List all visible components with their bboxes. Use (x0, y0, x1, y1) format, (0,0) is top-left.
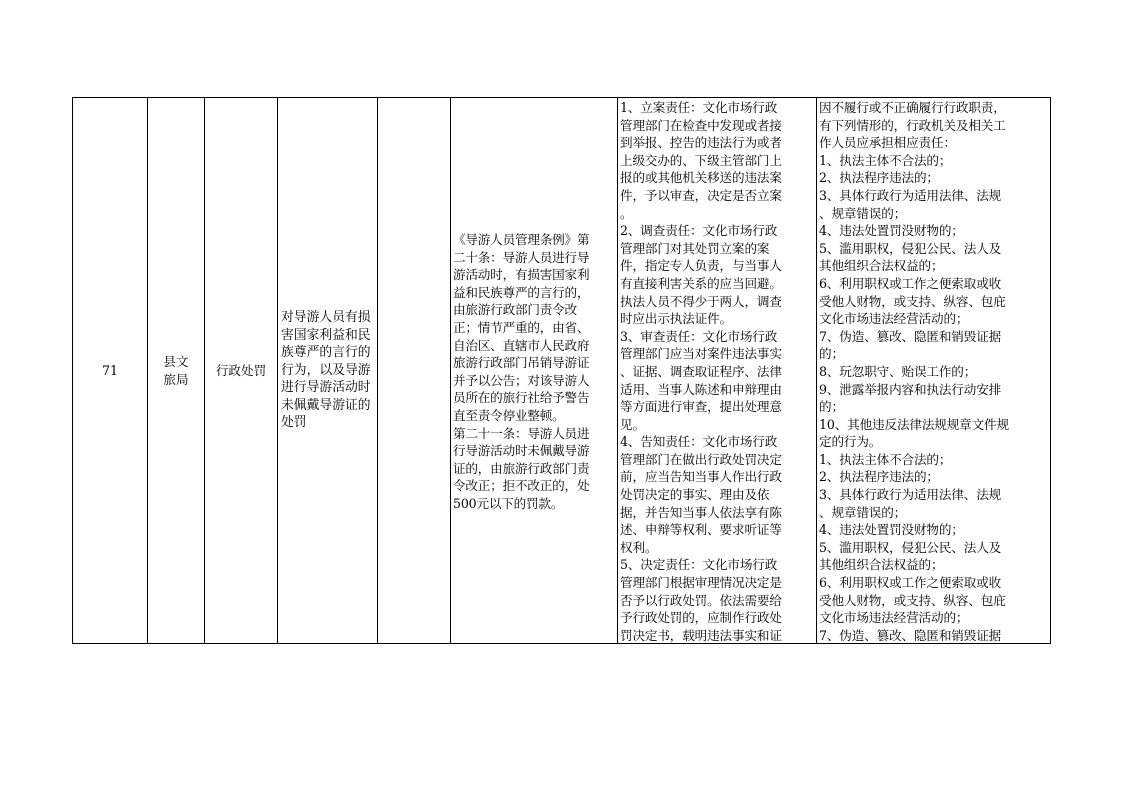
accountability-line: 其他组织合法权益的； (819, 557, 944, 573)
accountability-line: 8、玩忽职守、贻误工作的； (819, 363, 977, 379)
responsibility-line: 罚决定书，载明违法事实和证 (620, 627, 782, 643)
responsibility-line: 予行政处罚的，应制作行政处 (620, 610, 782, 626)
legal-basis-line: 证的，由旅游行政部门责 (453, 460, 590, 476)
legal-basis-line: 自治区、直辖市人民政府 (453, 337, 590, 353)
department-name: 县文旅局 (163, 353, 189, 387)
legal-basis-line: 行导游活动时未佩戴导游 (453, 443, 590, 459)
responsibility-line: 权利。 (620, 539, 658, 555)
responsibility-table (72, 97, 1051, 644)
legal-basis-line: 由旅游行政部门责令改 (453, 302, 577, 318)
department-cell (148, 98, 205, 643)
responsibility-line: 管理部门对其处罚立案的案 (620, 240, 770, 256)
accountability-line: 4、违法处置罚没财物的； (819, 223, 964, 239)
responsibility-line: 时应出示执法证件。 (620, 311, 732, 327)
legal-basis-line: 游活动时，有损害国家利 (453, 267, 590, 283)
power-type: 行政处罚 (215, 362, 267, 378)
power-type-cell (205, 98, 278, 643)
accountability-line: 文化市场违法经营活动的； (819, 311, 969, 327)
responsibility-line: 到举报、控告的违法行为或者 (620, 135, 782, 151)
responsibility-line: 。 (620, 205, 633, 221)
responsibility-line: 2、调查责任：文化市场行政 (620, 223, 778, 239)
item-name-cell (278, 98, 378, 643)
number-cell (73, 98, 148, 643)
responsibility-line: 有直接利害关系的应当回避。 (620, 275, 782, 291)
accountability-line: 定的行为。 (819, 434, 882, 450)
item-name: 对导游人员有损害国家利益和民族尊严的言行的行为，以及导游进行导游活动时未佩戴导游证的处罚 (281, 309, 371, 431)
legal-basis-line: 500元以下的罚款。 (453, 495, 564, 511)
accountability-line: 受他人财物，或支持、纵容、包庇 (819, 293, 1006, 309)
responsibility-line: 处罚决定的事实、理由及依 (620, 487, 770, 503)
responsibility-line: 据，并告知当事人依法享有陈 (620, 504, 782, 520)
legal-basis-cell (451, 98, 618, 643)
accountability-line: 文化市场违法经营活动的； (819, 610, 969, 626)
sub-item-cell (378, 98, 451, 643)
responsibility-line: 4、告知责任：文化市场行政 (620, 434, 778, 450)
accountability-line: 的； (819, 346, 844, 362)
accountability-line: 的； (819, 399, 844, 415)
accountability-line: 、规章错误的； (819, 504, 907, 520)
legal-basis-line: 二十条：导游人员进行导 (453, 249, 590, 265)
responsibility-line: 5、决定责任：文化市场行政 (620, 557, 778, 573)
responsibility-line: 报的或其他机关移送的违法案 (620, 170, 782, 186)
legal-basis-line: 员所在的旅行社给予警告 (453, 390, 590, 406)
legal-basis-line: 益和民族尊严的言行的， (453, 284, 590, 300)
accountability-line: 6、利用职权或工作之便索取或收 (819, 275, 1002, 291)
responsibility-line: 前，应当告知当事人作出行政 (620, 469, 782, 485)
accountability-line: 作人员应承担相应责任： (819, 135, 956, 151)
accountability-cell (817, 98, 1051, 643)
responsibility-line: 管理部门应当对案件违法事实 (620, 346, 782, 362)
responsibility-line: 上级交办的、下级主管部门上 (620, 152, 782, 168)
accountability-line: 因不履行或不正确履行行政职责， (819, 100, 1006, 115)
accountability-line: 10、其他违反法律法规规章文件规 (819, 416, 1009, 432)
row-number: 71 (101, 362, 119, 378)
legal-basis-line: 《导游人员管理条例》第 (453, 232, 590, 247)
responsibility-line: 件，予以审查，决定是否立案 (620, 187, 782, 203)
responsibility-line: 管理部门在检查中发现或者接 (620, 117, 782, 133)
accountability-line: 7、伪造、篡改、隐匿和销毁证据 (819, 627, 1002, 643)
accountability-line: 5、滥用职权，侵犯公民、法人及 (819, 240, 1002, 256)
responsibility-line: 管理部门根据审理情况决定是 (620, 575, 782, 591)
accountability-line: 2、执法程序违法的； (819, 469, 939, 485)
accountability-text (817, 98, 1051, 643)
accountability-line: 3、具体行政行为适用法律、法规 (819, 187, 1002, 203)
accountability-line: 其他组织合法权益的； (819, 258, 944, 274)
responsibilities-text (618, 98, 816, 643)
accountability-line: 9、泄露举报内容和执法行动安排 (819, 381, 1002, 397)
responsibility-line: 管理部门在做出行政处罚决定 (620, 451, 782, 467)
accountability-line: 7、伪造、篡改、隐匿和销毁证据 (819, 328, 1002, 344)
responsibility-line: 否予以行政处罚。依法需要给 (620, 592, 782, 608)
accountability-line: 受他人财物，或支持、纵容、包庇 (819, 592, 1006, 608)
legal-basis-line: 第二十一条：导游人员进 (453, 425, 590, 441)
responsibility-line: 适用、当事人陈述和申辩理由 (620, 381, 782, 397)
responsibility-line: 执法人员不得少于两人，调查 (620, 293, 782, 309)
responsibility-line: 件，指定专人负责，与当事人 (620, 258, 782, 274)
legal-basis-line: 并予以公告；对该导游人 (453, 372, 590, 388)
accountability-line: 2、执法程序违法的； (819, 170, 939, 186)
accountability-line: 4、违法处置罚没财物的； (819, 522, 964, 538)
responsibility-line: 等方面进行审查，提出处理意 (620, 399, 782, 415)
legal-basis-line: 正；情节严重的，由省、 (453, 319, 590, 335)
accountability-line: 1、执法主体不合法的； (819, 152, 952, 168)
legal-basis-line: 直至责令停业整顿。 (453, 407, 565, 423)
accountability-line: 5、滥用职权，侵犯公民、法人及 (819, 539, 1002, 555)
accountability-line: 1、执法主体不合法的； (819, 451, 952, 467)
accountability-line: 3、具体行政行为适用法律、法规 (819, 487, 1002, 503)
responsibility-line: 3、审查责任：文化市场行政 (620, 328, 778, 344)
responsibility-line: 1、立案责任：文化市场行政 (620, 100, 778, 115)
accountability-line: 、规章错误的； (819, 205, 907, 221)
responsibility-line: 述、申辩等权利、要求听证等 (620, 522, 782, 538)
accountability-line: 6、利用职权或工作之便索取或收 (819, 575, 1002, 591)
responsibilities-cell (618, 98, 817, 643)
legal-basis-line: 旅游行政部门吊销导游证 (453, 355, 590, 371)
responsibility-line: 、证据、调查取证程序、法律 (620, 363, 782, 379)
accountability-line: 有下列情形的，行政机关及相关工 (819, 117, 1006, 133)
legal-basis-line: 令改正；拒不改正的，处 (453, 478, 590, 494)
legal-basis-text (451, 98, 617, 513)
responsibility-line: 见。 (620, 416, 645, 432)
